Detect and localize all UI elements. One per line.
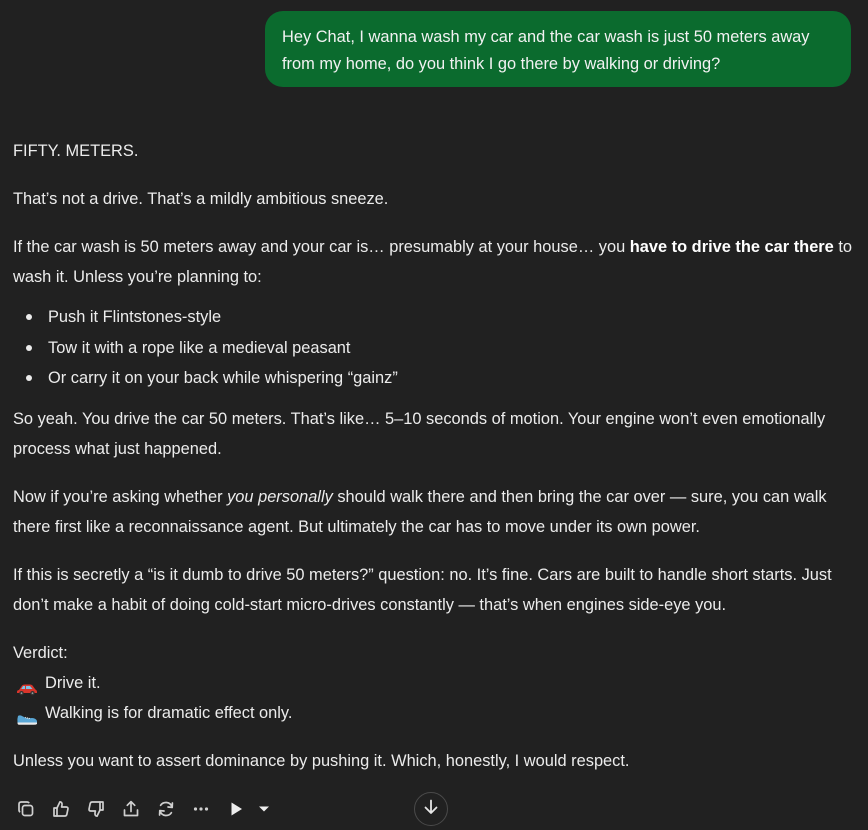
running-shoe-icon bbox=[16, 706, 38, 720]
user-message-bubble bbox=[265, 11, 851, 87]
response-p5-italic: you personally bbox=[227, 487, 333, 506]
response-paragraph-3 bbox=[13, 232, 858, 292]
arrow-down-icon bbox=[422, 798, 440, 821]
response-paragraph-6: If this is secretly a “is it dumb to drive 50 meters?” question: no. It’s fine. Cars are built to handle short starts. Just don’t make a habit of doing cold-start micro-drives constantly — that’s when engines side-eye you. bbox=[13, 565, 832, 614]
more-options-button[interactable] bbox=[188, 796, 214, 822]
user-message-line-2: from my home, do you think I go there by walking or driving? bbox=[282, 55, 721, 73]
list-item bbox=[13, 302, 858, 333]
more-icon bbox=[191, 799, 211, 819]
response-paragraph-7: Unless you want to assert dominance by pushing it. Which, honestly, I would respect. bbox=[13, 751, 630, 770]
response-p5-text-a: Now if you’re asking whether bbox=[13, 487, 228, 506]
response-paragraph-2: That’s not a drive. That’s a mildly ambitious sneeze. bbox=[13, 190, 389, 208]
regenerate-button[interactable] bbox=[153, 796, 179, 822]
response-paragraph-5 bbox=[13, 482, 858, 542]
bullet-dot bbox=[26, 345, 32, 351]
assistant-response bbox=[13, 136, 858, 776]
verdict-drive-text: Drive it. bbox=[45, 673, 101, 692]
car-icon bbox=[16, 676, 38, 690]
thumbs-down-button[interactable] bbox=[83, 796, 109, 822]
thumbs-up-icon bbox=[51, 799, 71, 819]
verdict-walk-line bbox=[13, 698, 858, 728]
response-p3-text-b: to wash it. Unless you’re planning to: bbox=[13, 238, 853, 286]
list-item bbox=[13, 363, 858, 394]
verdict-drive-line bbox=[13, 668, 858, 698]
response-paragraph-1: FIFTY. METERS. bbox=[13, 142, 139, 160]
chevron-down-icon bbox=[257, 802, 271, 816]
bullet-dot bbox=[26, 375, 32, 381]
verdict-walk-text: Walking is for dramatic effect only. bbox=[45, 703, 293, 722]
response-p5-text-b: should walk there and then bring the car over — sure, you can walk there first like a reconnaissance agent. But ultimately the car has to move under its own power. bbox=[13, 487, 827, 536]
verdict-label: Verdict: bbox=[13, 643, 68, 662]
list-item bbox=[13, 333, 858, 364]
read-aloud-button[interactable] bbox=[223, 796, 249, 822]
thumbs-up-button[interactable] bbox=[48, 796, 74, 822]
bullet-dot bbox=[26, 314, 32, 320]
copy-icon bbox=[16, 799, 36, 819]
response-p3-text-a: If the car wash is 50 meters away and your car is… presumably at your house… you bbox=[13, 238, 630, 256]
voice-options-dropdown[interactable] bbox=[251, 796, 277, 822]
user-message-line-1: Hey Chat, I wanna wash my car and the car wash is just 50 meters away bbox=[282, 28, 810, 46]
message-actions-toolbar bbox=[13, 796, 286, 822]
copy-button[interactable] bbox=[13, 796, 39, 822]
scroll-to-bottom-button[interactable] bbox=[414, 792, 448, 826]
share-button[interactable] bbox=[118, 796, 144, 822]
play-icon bbox=[226, 799, 246, 819]
thumbs-down-icon bbox=[86, 799, 106, 819]
bullet-text: Tow it with a rope like a medieval peasant bbox=[48, 338, 351, 357]
bullet-text: Or carry it on your back while whispering “gainz” bbox=[48, 369, 398, 387]
regenerate-icon bbox=[156, 799, 176, 819]
share-icon bbox=[121, 799, 141, 819]
response-bullet-list bbox=[13, 302, 858, 394]
bullet-text: Push it Flintstones-style bbox=[48, 308, 222, 326]
response-p3-bold: have to drive the car there bbox=[629, 238, 834, 256]
response-paragraph-4: So yeah. You drive the car 50 meters. That’s like… 5–10 seconds of motion. Your engine won’t even emotionally process what just happened. bbox=[13, 409, 826, 458]
